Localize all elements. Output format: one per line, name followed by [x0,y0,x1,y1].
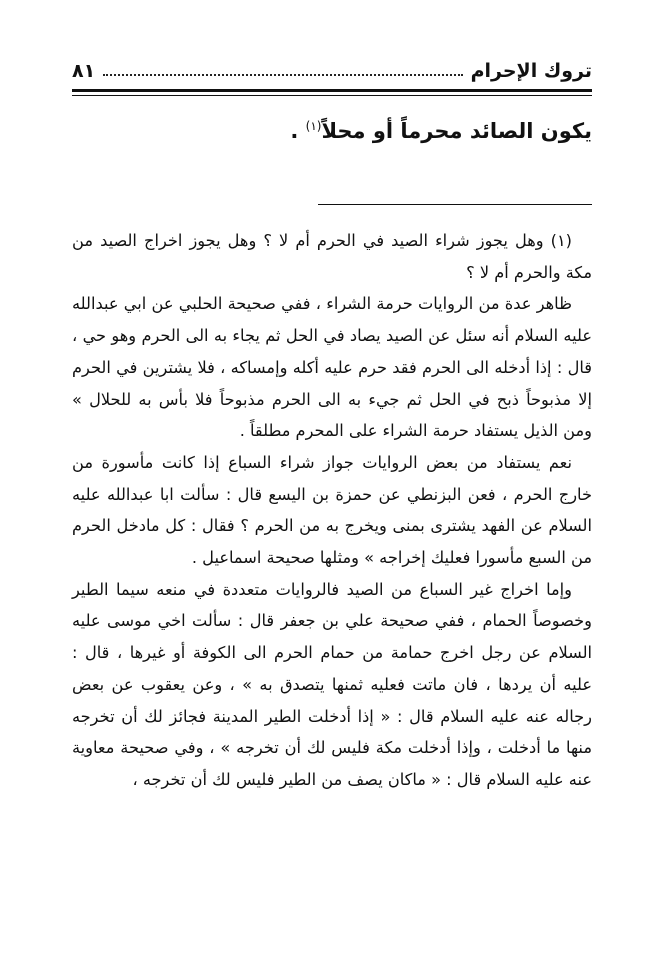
footnote-paragraph-2: نعم يستفاد من بعض الروايات جواز شراء السباع إذا كانت مأسورة من خارج الحرم ، فعن البزنطي عن حمزة بن اليسع قال : سألت ابا عبدالله عليه السلام عن الفهد يشترى بمنى ويخرج به من الحرم ؟ فقال : كل مادخل الحرم من السبع مأسورا فعليك إخراجه » ومثلها صحيحة اسماعيل . [72,452,592,568]
footnote-separator [318,204,592,205]
footnote-reference: (١) [305,119,322,133]
header-title: تروك الإحرام [470,60,592,82]
footnote-question: (١) وهل يجوز شراء الصيد في الحرم أم لا ؟ وهل يجوز اخراج الصيد من مكة والحرم أم لا ؟ [72,231,592,282]
main-text: يكون الصائد محرماً أو محلاً [321,119,592,143]
main-text-line [72,108,592,149]
footnote-paragraph-3: وإما اخراج غير السباع من الصيد فالروايات متعددة في منعه سيما الطير وخصوصاً الحمام ، ففي صحيحة علي بن جعفر قال : سألت اخي موسى عليه السلام عن رجل اخرج حمامة من حمام الحرم الى الكوفة أو غيرها ، قال : عليه أن يردها ، فان ماتت فعليه ثمنها يتصدق به » ، وعن يعقوب عن بعض رجاله عنه عليه السلام قال : « إذا أدخلت الطير المدينة فجائز لك أن تخرجه منها ما أدخلت ، وإذا أدخلت مكة فليس لك أن تخرجه » ، وفي صحيحة معاوية عنه عليه السلام قال : « ماكان يصف من الطير فليس لك أن تخرجه ، [72,579,592,789]
main-text-end: . [290,119,306,143]
header-dot-leader [103,74,462,76]
footnote-block [72,225,592,796]
footnote-paragraph-1: ظاهر عدة من الروايات حرمة الشراء ، ففي صحيحة الحلبي عن ابي عبدالله عليه السلام أنه سئل عن الصيد يصاد في الحل ثم يجاء به الى الحرم وهو حي ، قال : إذا أدخله الى الحرم فقد حرم عليه أكله وإمساكه ، فلا يشترين في الحرم إلا مذبوحاً ذبح في الحل ثم جيء به الى الحرم مذبوحاً فلا بأس به للحلال » ومن الذيل يستفاد حرمة الشراء على المحرم مطلقاً . [72,294,592,441]
header-rule-thin [72,95,592,96]
page-number: ٨١ [72,60,96,82]
running-header [72,56,592,86]
header-rule-thick [72,89,592,92]
